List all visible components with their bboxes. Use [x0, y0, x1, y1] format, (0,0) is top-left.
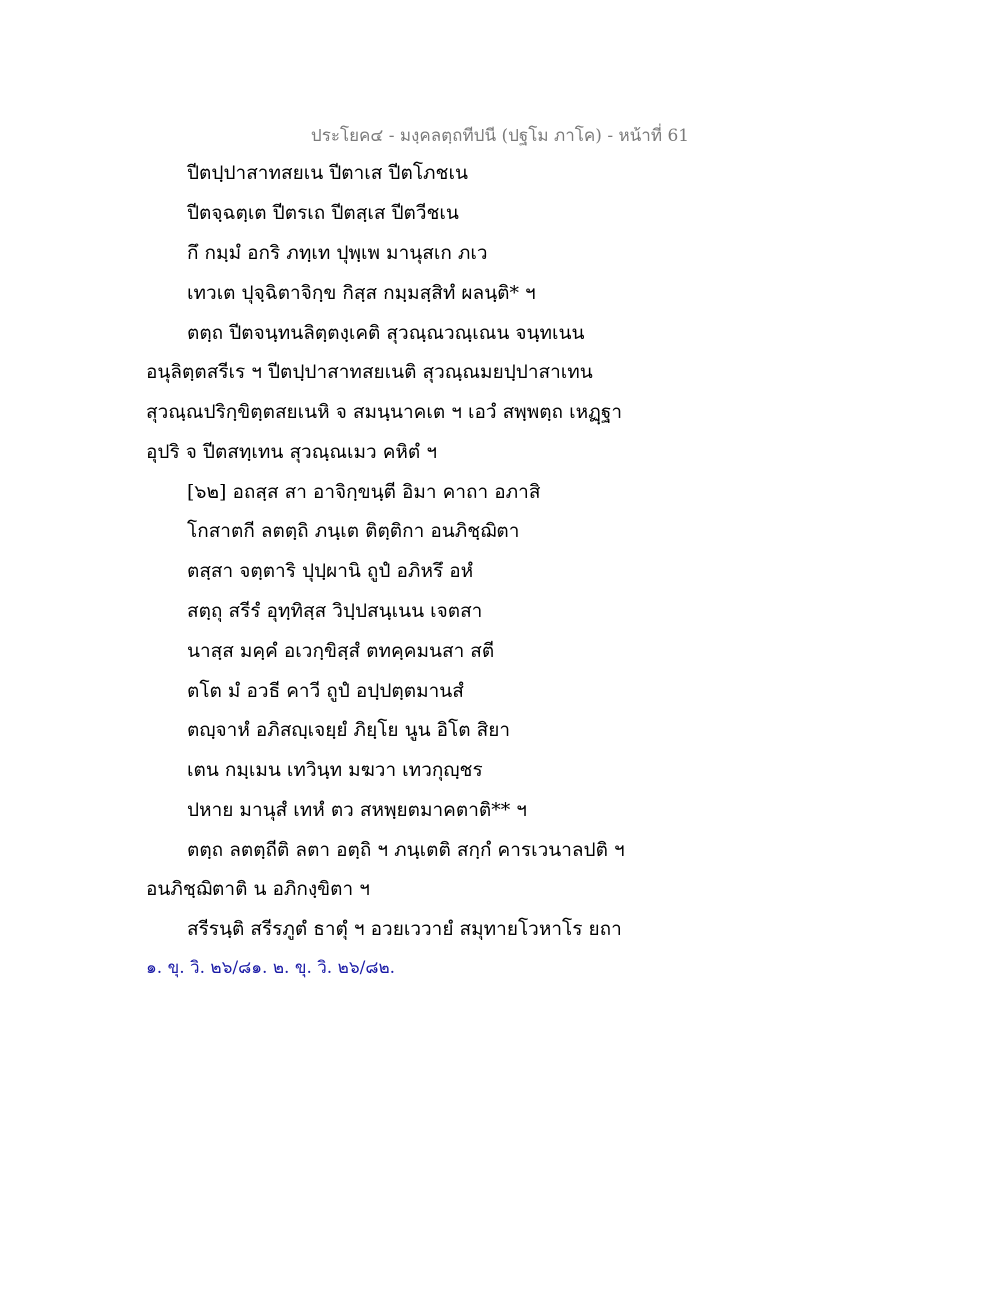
paragraph-line: อุปริ จ ปีตสทฺเทน สุวณฺณเมว คหิตํ ฯ — [146, 441, 437, 463]
paragraph-line: สรีรนฺติ สรีรภูตํ ธาตุํ ฯ อวยเววายํ สมุทายโวหาโร ยถา — [187, 918, 622, 940]
paragraph-line: อนภิชฺฌิตาติ น อภิกงฺขิตา ฯ — [146, 878, 370, 900]
verse-line: ปีตปฺปาสาทสยเน ปีตาเส ปีตโภชเน — [187, 162, 468, 184]
verse-line: โกสาตกี ลตตฺถิ ภนฺเต ติตฺติกา อนภิชฺฌิตา — [187, 520, 520, 542]
verse-line: ตญฺจาหํ อภิสญฺเจยฺยํ ภิยฺโย นูน อิโต สิยา — [187, 719, 510, 741]
paragraph-line: ตตฺถ ลตตฺถีติ ลตา อตฺถิ ฯ ภนฺเตติ สกฺกํ คารเวนาลปติ ฯ — [187, 839, 625, 861]
verse-line: สตฺถุ สรีรํ อุทฺทิสฺส วิปฺปสนฺเนน เจตสา — [187, 600, 483, 622]
verse-line: ตสฺสา จตฺตาริ ปุปฺผานิ ถูปํ อภิหรึ อหํ — [187, 560, 474, 582]
verse-line: ปหาย มานุสํ เทหํ ตว สหพฺยตมาคตาติ** ฯ — [187, 799, 527, 821]
paragraph-line: ตตฺถ ปีตจนฺทนลิตฺตงฺเคติ สุวณฺณวณฺเณน จนฺทเนน — [187, 322, 585, 344]
verse-line: ตโต มํ อวธี คาวี ถูปํ อปฺปตฺตมานสํ — [187, 680, 464, 702]
footnote: ๑. ขุ. วิ. ๒๖/๘๑. ๒. ขุ. วิ. ๒๖/๘๒. — [146, 958, 396, 978]
page-header: ประโยค๔ - มงฺคลตฺถทีปนี (ปฐโม ภาโค) - หน้าที่ 61 — [310, 126, 690, 146]
verse-line: ปีตจฺฉตฺเต ปีตรเถ ปีตสฺเส ปีตวีชเน — [187, 202, 459, 224]
paragraph-line: [๖๒] อถสฺส สา อาจิกฺขนฺตี อิมา คาถา อภาสิ — [187, 481, 541, 503]
paragraph-line: สุวณฺณปริกฺขิตฺตสยเนหิ จ สมนฺนาคเต ฯ เอวํ สพฺพตฺถ เหฏฺฐา — [146, 401, 623, 423]
paragraph-line: อนุลิตฺตสรีเร ฯ ปีตปฺปาสาทสยเนติ สุวณฺณมยปฺปาสาเทน — [146, 361, 593, 383]
verse-line: กึ กมฺมํ อกริ ภทฺเท ปุพฺเพ มานุสเก ภเว — [187, 242, 488, 264]
verse-line: เตน กมฺเมน เทวินฺท มฆวา เทวกุญฺชร — [187, 759, 483, 781]
verse-line: นาสฺส มคฺคํ อเวกฺขิสฺสํ ตทคฺคมนสา สตี — [187, 640, 495, 662]
verse-line: เทวเต ปุจฺฉิตาจิกฺข กิสฺส กมฺมสฺสิทํ ผลนฺติ* ฯ — [187, 282, 536, 304]
